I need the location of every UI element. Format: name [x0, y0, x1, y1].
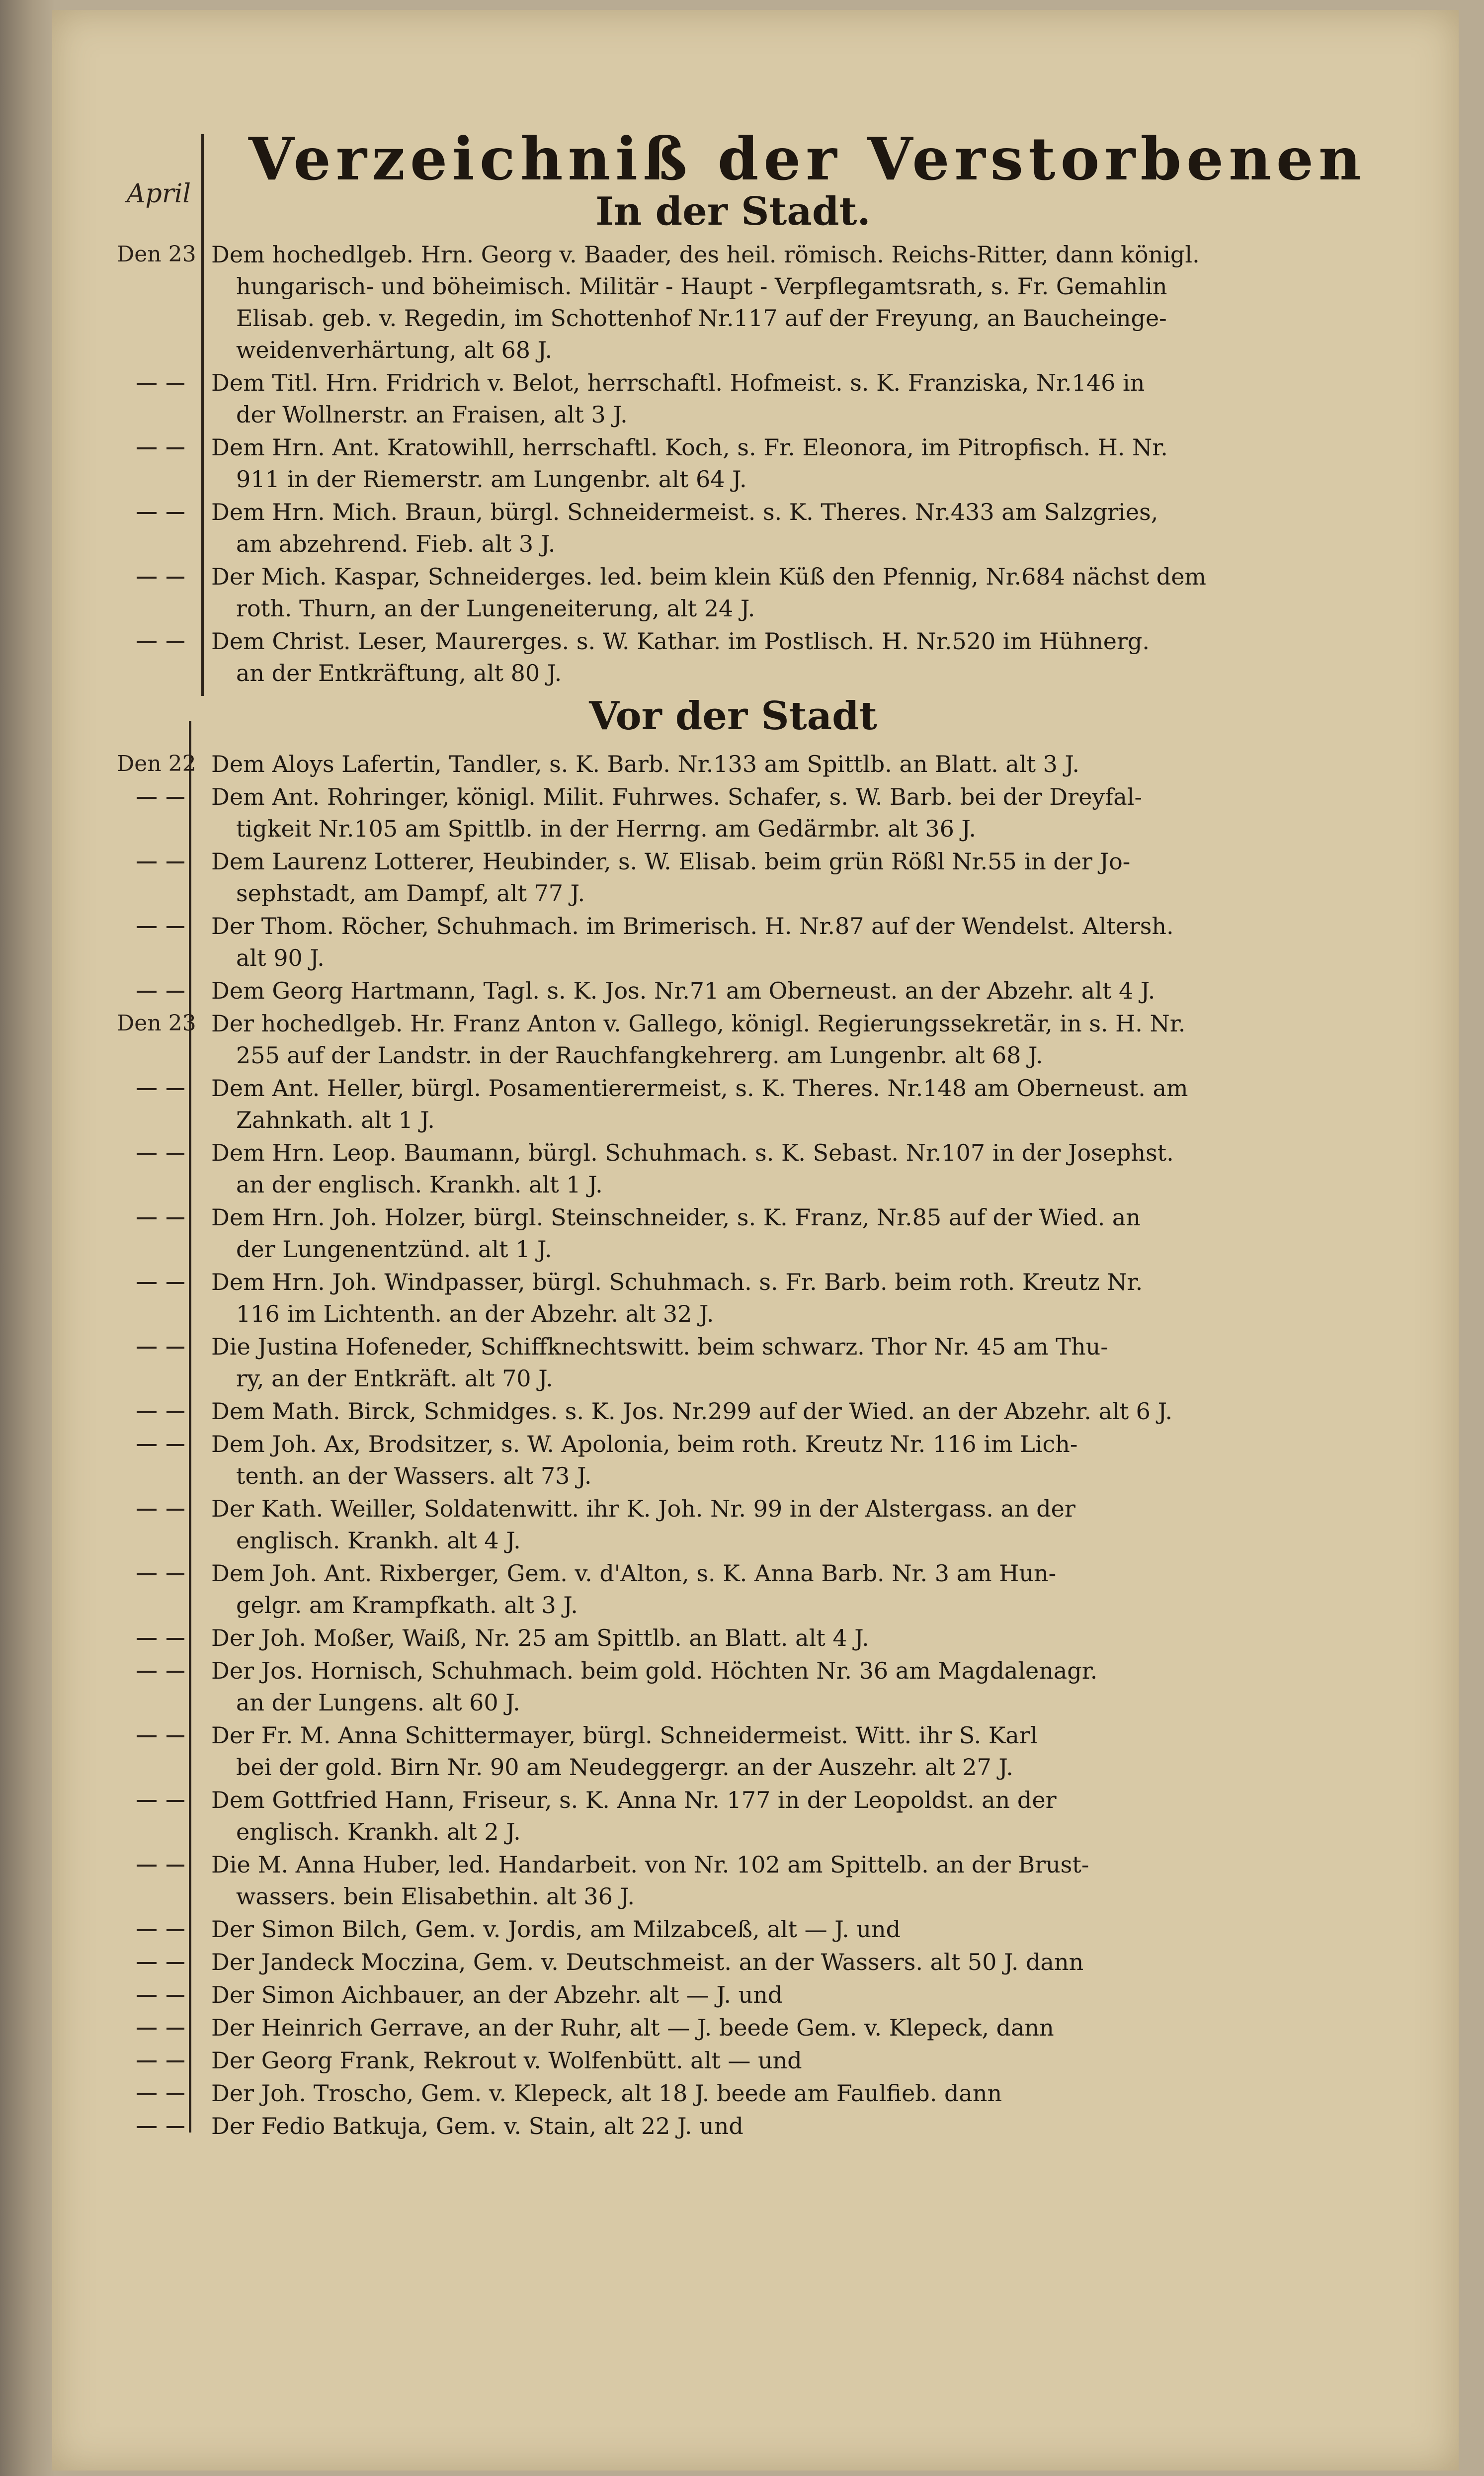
ditto-mark	[137, 1784, 181, 1816]
ditto-mark	[137, 561, 181, 593]
ditto-mark	[137, 1072, 181, 1104]
entry-line: englisch. Krankh. alt 4 J.	[236, 1527, 521, 1554]
entry-line: an der englisch. Krankh. alt 1 J.	[236, 1171, 603, 1198]
entry-line: Elisab. geb. v. Regedin, im Schottenhof Nr.117 auf der Freyung, an Baucheinge-	[236, 305, 1167, 332]
ditto-mark	[137, 1395, 181, 1427]
register-entry	[117, 1849, 1210, 1912]
section-heading: Vor der Stadt	[589, 693, 877, 739]
entry-line: Dem Christ. Leser, Maurerges. s. W. Kathar. im Postlisch. H. Nr.520 im Hühnerg.	[211, 628, 1150, 655]
register-entry	[117, 2077, 1210, 2109]
entry-line: Der Joh. Moßer, Waiß, Nr. 25 am Spittlb. an Blatt. alt 4 J.	[211, 1624, 869, 1651]
register-entry	[117, 1493, 1210, 1556]
ditto-mark	[137, 1428, 181, 1460]
register-entry	[117, 1979, 1210, 2011]
ditto-mark	[137, 1137, 181, 1169]
register-entry	[117, 910, 1210, 974]
entry-line: Dem Georg Hartmann, Tagl. s. K. Jos. Nr.71 am Oberneust. an der Abzehr. alt 4 J.	[211, 977, 1155, 1004]
entry-line: Die M. Anna Huber, led. Handarbeit. von Nr. 102 am Spittelb. an der Brust-	[211, 1851, 1089, 1878]
entry-line: wassers. bein Elisabethin. alt 36 J.	[236, 1883, 635, 1910]
entry-line: Der Jandeck Moczina, Gem. v. Deutschmeist. an der Wassers. alt 50 J. dann	[211, 1949, 1084, 1975]
register-entry	[117, 846, 1210, 909]
ditto-mark	[137, 1493, 181, 1525]
entry-line: Dem Laurenz Lotterer, Heubinder, s. W. Elisab. beim grün Rößl Nr.55 in der Jo-	[211, 848, 1131, 875]
ditto-mark	[137, 431, 181, 463]
register-entry	[117, 1395, 1210, 1427]
entry-line: Dem hochedlgeb. Hrn. Georg v. Baader, des heil. römisch. Reichs-Ritter, dann königl.	[211, 241, 1200, 268]
entry-line: Dem Hrn. Mich. Braun, bürgl. Schneidermeist. s. K. Theres. Nr.433 am Salzgries,	[211, 499, 1158, 525]
entry-line: bei der gold. Birn Nr. 90 am Neudeggergr. an der Auszehr. alt 27 J.	[236, 1754, 1013, 1781]
entry-line: roth. Thurn, an der Lungeneiterung, alt 24 J.	[236, 595, 755, 622]
register-entry	[117, 1072, 1210, 1136]
ditto-mark	[137, 1201, 181, 1233]
register-entry	[117, 1137, 1210, 1200]
ditto-mark	[137, 2077, 181, 2109]
entry-line: Dem Ant. Heller, bürgl. Posamentierermeist, s. K. Theres. Nr.148 am Oberneust. am	[211, 1075, 1188, 1102]
ditto-mark	[137, 975, 181, 1007]
entry-line: Dem Titl. Hrn. Fridrich v. Belot, herrschaftl. Hofmeist. s. K. Franziska, Nr.146 in	[211, 369, 1145, 396]
ditto-mark	[137, 1913, 181, 1945]
entry-line: Der Kath. Weiller, Soldatenwitt. ihr K. Joh. Nr. 99 in der Alstergass. an der	[211, 1495, 1075, 1522]
entry-line: Der hochedlgeb. Hr. Franz Anton v. Gallego, königl. Regierungssekretär, in s. H. Nr.	[211, 1010, 1186, 1037]
entry-line: Dem Hrn. Leop. Baumann, bürgl. Schuhmach. s. K. Sebast. Nr.107 in der Josephst.	[211, 1139, 1174, 1166]
register-entry	[117, 2045, 1210, 2076]
register-entry	[117, 1428, 1210, 1492]
entry-line: Der Simon Bilch, Gem. v. Jordis, am Milzabceß, alt — J. und	[211, 1916, 901, 1943]
entry-date: Den 23	[117, 1011, 196, 1036]
section-heading: In der Stadt.	[595, 189, 871, 234]
entry-line: weidenverhärtung, alt 68 J.	[236, 337, 553, 363]
entry-line: Der Heinrich Gerrave, an der Ruhr, alt — J. beede Gem. v. Klepeck, dann	[211, 2014, 1054, 2041]
register-entry	[117, 1622, 1210, 1654]
entry-line: 911 in der Riemerstr. am Lungenbr. alt 64 J.	[236, 466, 747, 493]
ditto-mark	[137, 1849, 181, 1880]
entry-line: alt 90 J.	[236, 944, 325, 971]
entry-line: Der Joh. Troscho, Gem. v. Klepeck, alt 18 J. beede am Faulfieb. dann	[211, 2080, 1002, 2107]
register-entry	[117, 1655, 1210, 1718]
entry-date: Den 23	[117, 242, 196, 267]
ditto-mark	[137, 1655, 181, 1687]
entry-line: Dem Joh. Ax, Brodsitzer, s. W. Apolonia, beim roth. Kreutz Nr. 116 im Lich-	[211, 1431, 1078, 1457]
entry-line: sephstadt, am Dampf, alt 77 J.	[236, 880, 585, 907]
entry-line: Dem Joh. Ant. Rixberger, Gem. v. d'Alton, s. K. Anna Barb. Nr. 3 am Hun-	[211, 1560, 1057, 1587]
register-entry	[117, 975, 1210, 1007]
entry-line: Dem Hrn. Ant. Kratowihll, herrschaftl. Koch, s. Fr. Eleonora, im Pitropfisch. H. Nr.	[211, 434, 1168, 461]
ditto-mark	[137, 846, 181, 877]
ditto-mark	[137, 1331, 181, 1363]
entry-line: tigkeit Nr.105 am Spittlb. in der Herrng. am Gedärmbr. alt 36 J.	[236, 815, 977, 842]
register-entry	[117, 2012, 1210, 2044]
entry-line: gelgr. am Krampfkath. alt 3 J.	[236, 1592, 578, 1619]
month-label: April	[127, 179, 191, 209]
register-entry	[117, 1913, 1210, 1945]
ditto-mark	[137, 367, 181, 399]
entry-line: englisch. Krankh. alt 2 J.	[236, 1818, 521, 1845]
register-entry	[117, 2110, 1210, 2142]
entry-line: am abzehrend. Fieb. alt 3 J.	[236, 530, 556, 557]
entry-line: Der Jos. Hornisch, Schuhmach. beim gold. Höchten Nr. 36 am Magdalenagr.	[211, 1657, 1098, 1684]
register-entry	[117, 748, 1210, 780]
page-title: Verzeichniß der Verstorbenen	[248, 124, 1366, 193]
ditto-mark	[137, 496, 181, 528]
register-entry	[117, 1008, 1210, 1071]
ditto-mark	[137, 2045, 181, 2076]
register-entry	[117, 496, 1210, 560]
register-entry	[117, 561, 1210, 624]
entry-line: tenth. an der Wassers. alt 73 J.	[236, 1462, 592, 1489]
entry-line: Dem Math. Birck, Schmidges. s. K. Jos. Nr.299 auf der Wied. an der Abzehr. alt 6 J.	[211, 1398, 1173, 1425]
entry-line: Der Fr. M. Anna Schittermayer, bürgl. Schneidermeist. Witt. ihr S. Karl	[211, 1722, 1038, 1749]
ditto-mark	[137, 1622, 181, 1654]
entry-line: Der Thom. Röcher, Schuhmach. im Brimerisch. H. Nr.87 auf der Wendelst. Altersh.	[211, 913, 1174, 939]
entry-line: an der Lungens. alt 60 J.	[236, 1689, 520, 1716]
ditto-mark	[137, 2012, 181, 2044]
entry-line: Dem Gottfried Hann, Friseur, s. K. Anna Nr. 177 in der Leopoldst. an der	[211, 1787, 1057, 1813]
register-entry	[117, 1266, 1210, 1330]
entry-line: Der Simon Aichbauer, an der Abzehr. alt — J. und	[211, 1981, 783, 2008]
entry-line: Dem Aloys Lafertin, Tandler, s. K. Barb. Nr.133 am Spittlb. an Blatt. alt 3 J.	[211, 751, 1079, 777]
ditto-mark	[137, 1557, 181, 1589]
register-entry	[117, 431, 1210, 495]
entry-date: Den 22	[117, 751, 196, 776]
entry-line: Dem Ant. Rohringer, königl. Milit. Fuhrwes. Schafer, s. W. Barb. bei der Dreyfal-	[211, 783, 1142, 810]
ditto-mark	[137, 1266, 181, 1298]
entry-line: Die Justina Hofeneder, Schiffknechtswitt. beim schwarz. Thor Nr. 45 am Thu-	[211, 1333, 1108, 1360]
entry-line: der Lungenentzünd. alt 1 J.	[236, 1236, 552, 1263]
register-entry	[117, 1557, 1210, 1621]
ditto-mark	[137, 781, 181, 813]
ditto-mark	[137, 1979, 181, 2011]
book-spine-shadow	[0, 0, 55, 2476]
entry-line: hungarisch- und böheimisch. Militär - Haupt - Verpflegamtsrath, s. Fr. Gemahlin	[236, 273, 1167, 300]
entry-line: Der Mich. Kaspar, Schneiderges. led. beim klein Küß den Pfennig, Nr.684 nächst dem	[211, 563, 1207, 590]
entry-line: an der Entkräftung, alt 80 J.	[236, 660, 562, 686]
entry-line: ry, an der Entkräft. alt 70 J.	[236, 1365, 553, 1392]
entry-line: 116 im Lichtenth. an der Abzehr. alt 32 J.	[236, 1300, 714, 1327]
register-entry	[117, 1201, 1210, 1265]
entry-line: 255 auf der Landstr. in der Rauchfangkehrerg. am Lungenbr. alt 68 J.	[236, 1042, 1043, 1069]
entry-line: der Wollnerstr. an Fraisen, alt 3 J.	[236, 401, 628, 428]
register-entry	[117, 1784, 1210, 1848]
register-entry	[117, 1331, 1210, 1394]
ditto-mark	[137, 1719, 181, 1751]
entry-line: Zahnkath. alt 1 J.	[236, 1107, 435, 1133]
register-entry	[117, 1719, 1210, 1783]
ditto-mark	[137, 625, 181, 657]
register-entry	[117, 625, 1210, 689]
register-entry	[117, 781, 1210, 845]
register-entry	[117, 1946, 1210, 1978]
register-entry	[117, 239, 1210, 366]
ditto-mark	[137, 910, 181, 942]
entry-line: Der Fedio Batkuja, Gem. v. Stain, alt 22 J. und	[211, 2113, 743, 2139]
entry-line: Dem Hrn. Joh. Windpasser, bürgl. Schuhmach. s. Fr. Barb. beim roth. Kreutz Nr.	[211, 1269, 1143, 1295]
entry-line: Dem Hrn. Joh. Holzer, bürgl. Steinschneider, s. K. Franz, Nr.85 auf der Wied. an	[211, 1204, 1141, 1231]
entry-line: Der Georg Frank, Rekrout v. Wolfenbütt. alt — und	[211, 2047, 802, 2074]
ditto-mark	[137, 1946, 181, 1978]
register-entry	[117, 367, 1210, 430]
ditto-mark	[137, 2110, 181, 2142]
